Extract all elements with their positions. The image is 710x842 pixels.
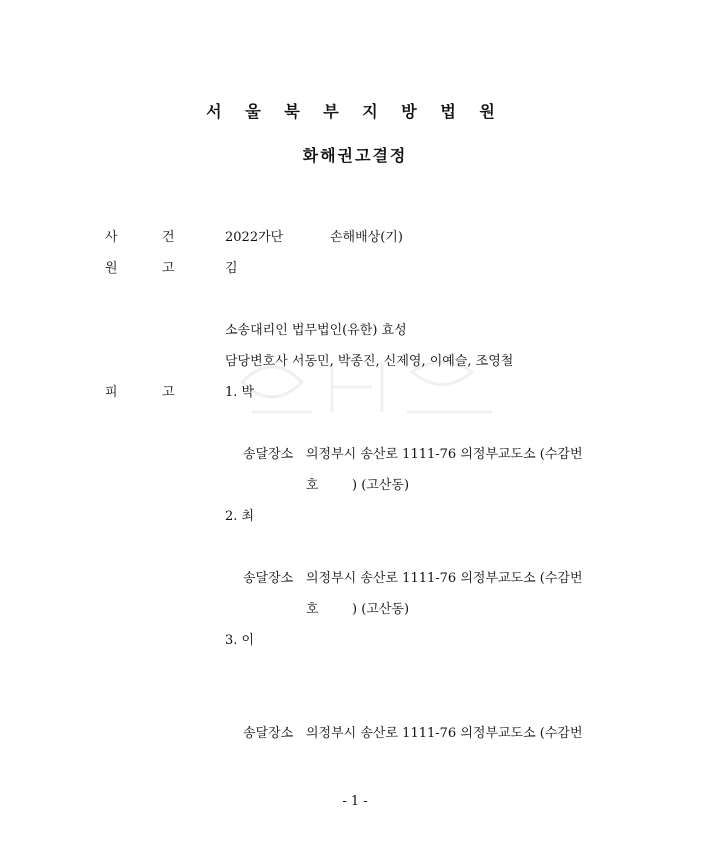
plaintiff-counsel: 소송대리인 법무법인(유한) 효성 — [225, 323, 407, 338]
plaintiff-label-1: 원 — [105, 261, 118, 276]
defendant-1-delivery-district: ) (고산동) — [352, 478, 410, 493]
case-number: 2022가단 — [225, 230, 284, 245]
defendant-2-delivery-district: ) (고산동) — [352, 602, 410, 617]
defendant-2-delivery-address: 의정부시 송산로 1111-76 의정부교도소 (수감번 — [306, 571, 583, 586]
defendant-1-delivery-address-cont: 호 — [306, 478, 319, 493]
defendant-2-delivery-label: 송달장소 — [243, 571, 294, 586]
case-name: 손해배상(기) — [330, 230, 403, 245]
court-name: 서 울 북 부 지 방 법 원 — [206, 102, 504, 121]
defendant-label-1: 피 — [105, 385, 118, 400]
document-title: 화해권고결정 — [302, 146, 408, 165]
case-label-2: 건 — [162, 230, 175, 245]
defendant-3-name: 3. 이 — [225, 633, 255, 648]
defendant-label-2: 고 — [162, 385, 175, 400]
plaintiff-name: 김 — [225, 261, 238, 276]
defendant-3-delivery-address: 의정부시 송산로 1111-76 의정부교도소 (수감번 — [306, 726, 583, 741]
page-number: - 1 - — [342, 794, 368, 809]
case-label-1: 사 — [105, 230, 118, 245]
defendant-2-name: 2. 최 — [225, 509, 255, 524]
defendant-1-delivery-address: 의정부시 송산로 1111-76 의정부교도소 (수감번 — [306, 447, 583, 462]
defendant-3-delivery-label: 송달장소 — [243, 726, 294, 741]
plaintiff-attorneys: 담당변호사 서동민, 박종진, 신제영, 이예슬, 조영철 — [225, 354, 514, 369]
defendant-1-delivery-label: 송달장소 — [243, 447, 294, 462]
defendant-1-name: 1. 박 — [225, 385, 255, 400]
plaintiff-label-2: 고 — [162, 261, 175, 276]
defendant-2-delivery-address-cont: 호 — [306, 602, 319, 617]
